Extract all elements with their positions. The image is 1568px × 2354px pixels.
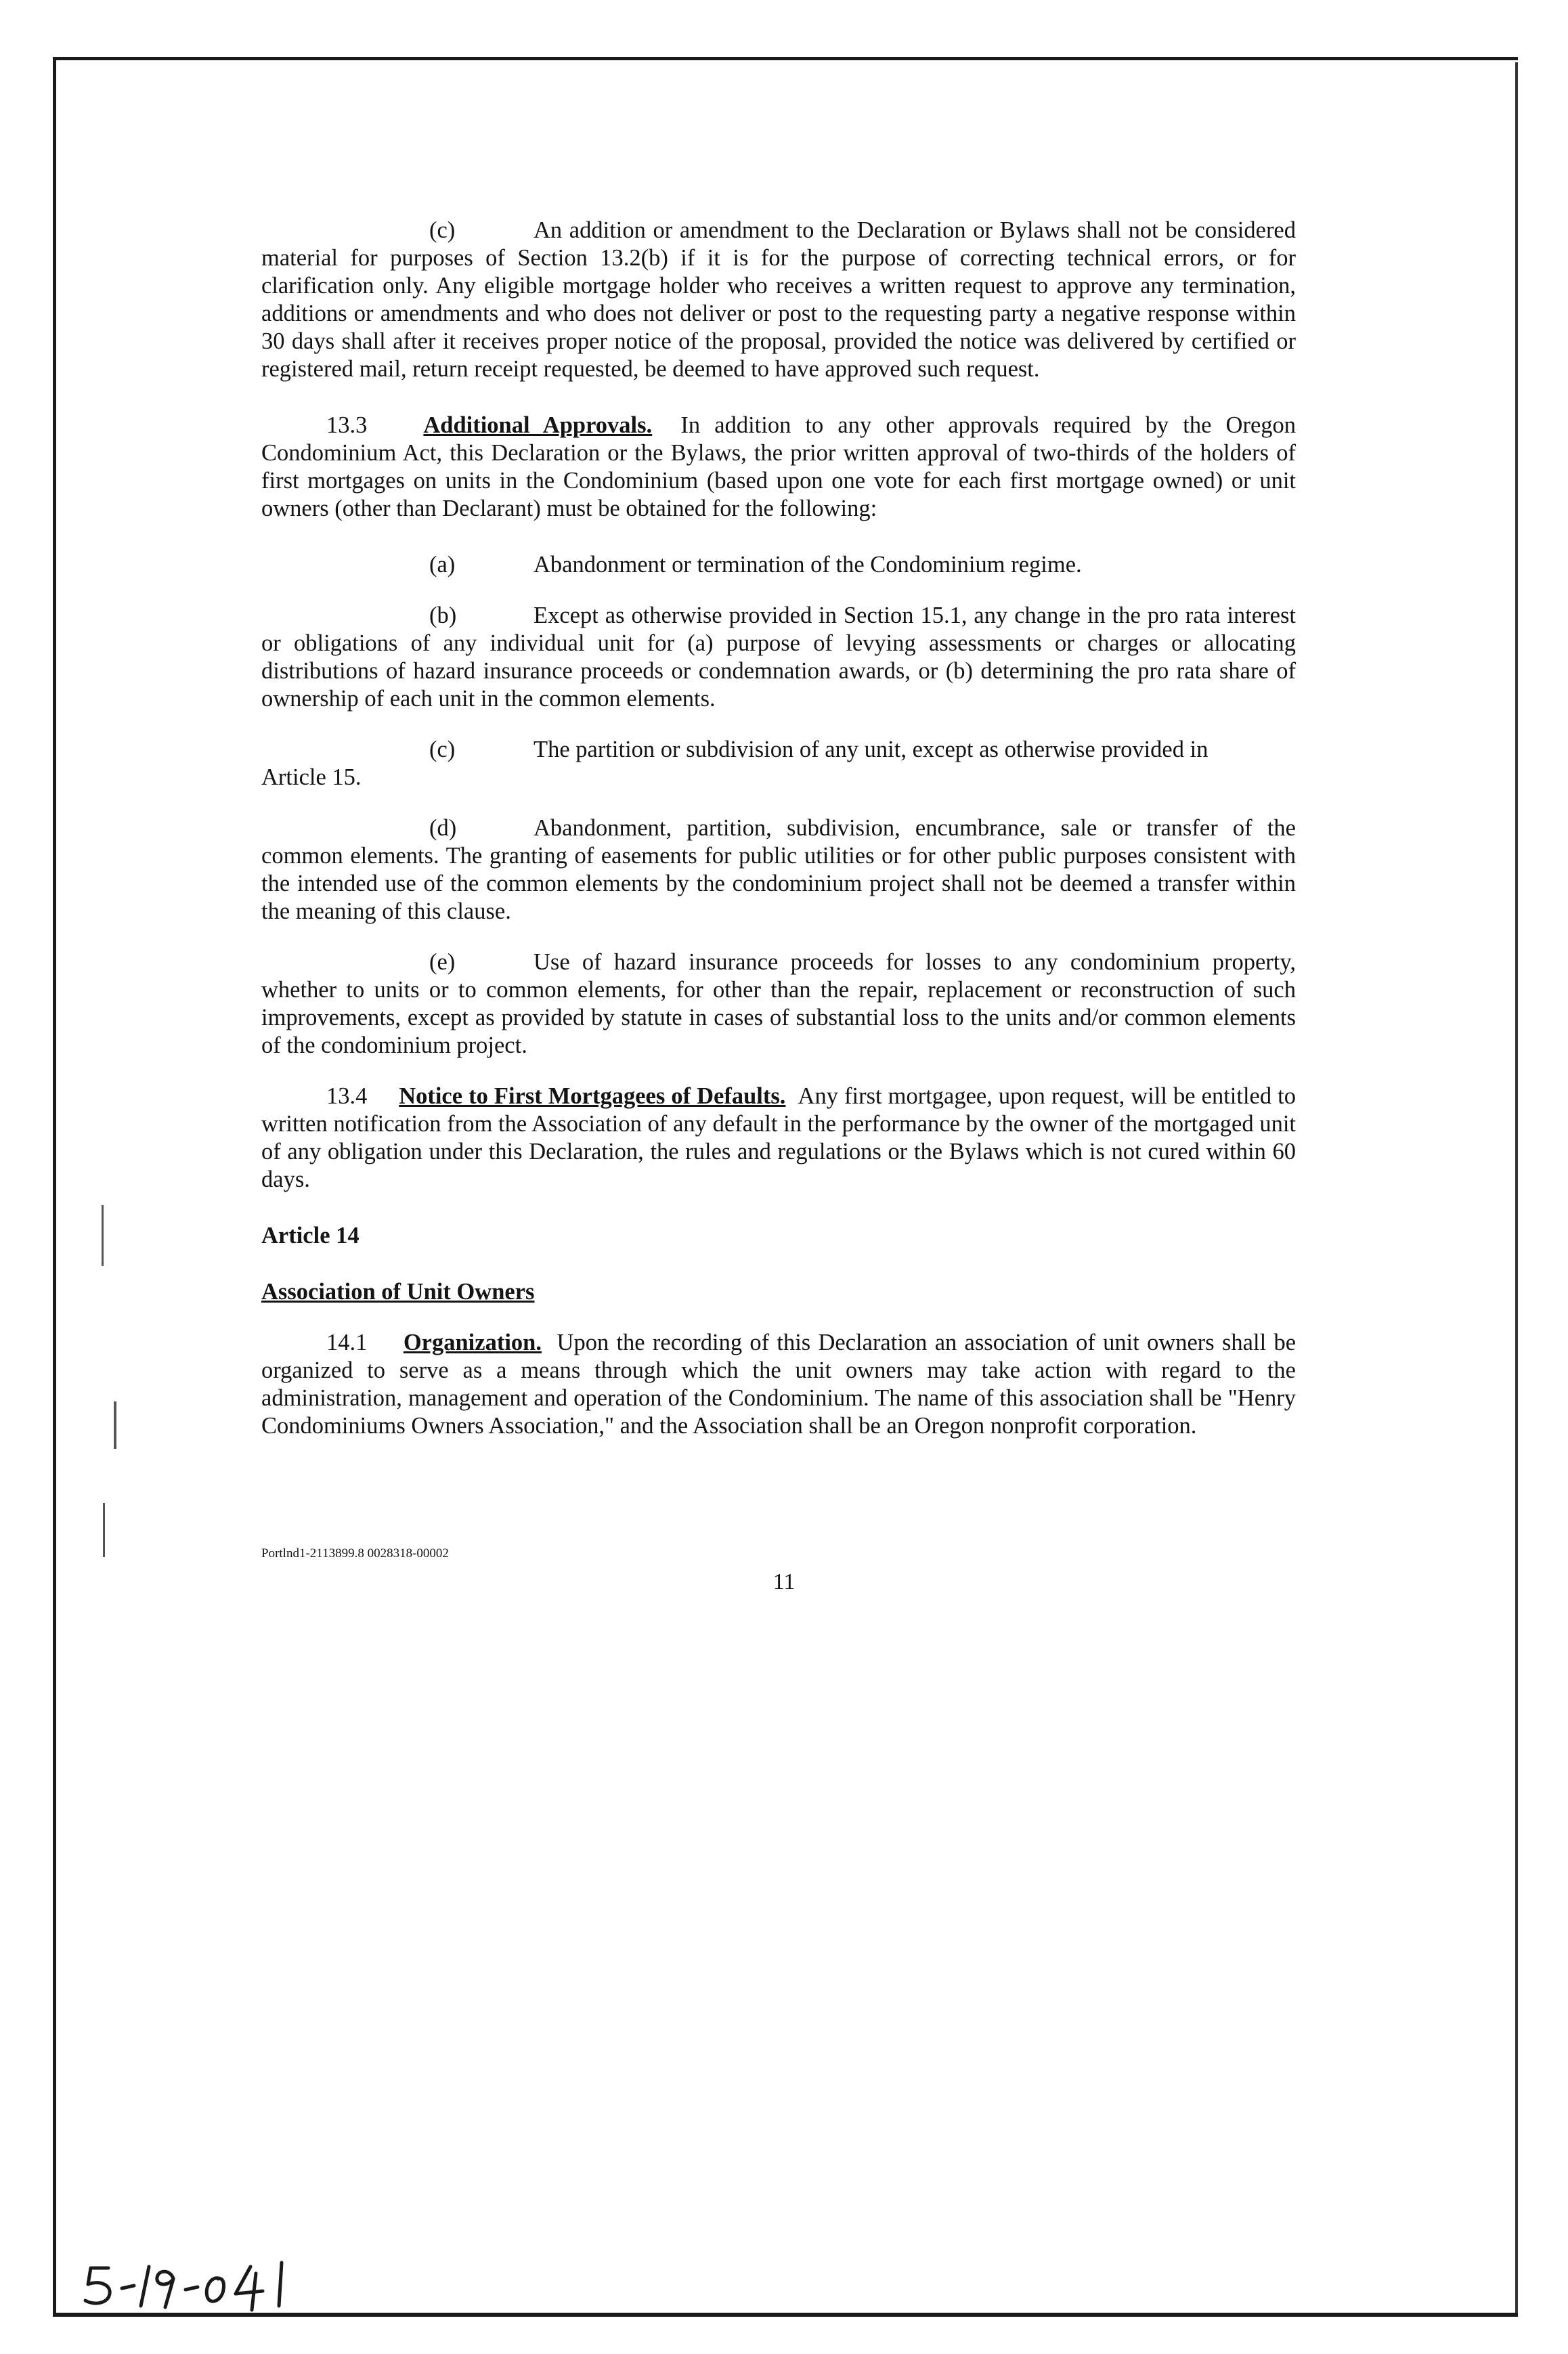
item-text: The partition or subdivision of any unit, except as otherwise provided in — [533, 737, 1208, 762]
section-text: In addition to any other approvals required by the Oregon Condominium Act, this Declaration or the Bylaws, the prior written approval of two-thirds of the holders of first mortgages on units in the Condominium (based upon one vote for each first mortgage owned) or unit owners (other than Declarant) must be obtained for the following: — [261, 412, 1297, 521]
item-label: (d) — [429, 815, 457, 841]
section-number: 13.3 — [326, 412, 368, 438]
section-heading: Notice to First Mortgagees of Defaults. — [399, 1083, 786, 1109]
item-text: Abandonment or termination of the Condominium regime. — [533, 552, 1082, 577]
section-14-1 — [261, 1329, 1296, 1440]
document-id: Portlnd1-2113899.8 0028318-00002 — [261, 1546, 449, 1561]
item-13-3-b — [261, 602, 1296, 713]
item-label: (c) — [429, 737, 456, 762]
scan-mark — [114, 1401, 116, 1449]
item-13-3-a — [261, 551, 1296, 579]
item-text-continuation: Article 15. — [261, 764, 362, 790]
item-label: (e) — [429, 949, 456, 975]
item-text: Except as otherwise provided in Section 15.1, any change in the pro rata interest or obligations of any individual unit for (a) purpose of levying assessments or charges or allocating distributions of hazard insurance proceeds or condemnation awards, or (b) determining the pro rata share of ownership of each unit in the common elements. — [261, 603, 1296, 712]
item-text: Abandonment, partition, subdivision, encumbrance, sale or transfer of the common elements. The granting of easements for public utilities or for other public purposes consistent with the intended use of the common elements by the condominium project shall not be deemed a transfer within the meaning of this clause. — [261, 815, 1296, 924]
page-border-top — [54, 57, 1518, 60]
item-label: (b) — [429, 603, 457, 628]
section-13-3 — [261, 412, 1296, 523]
section-number: 14.1 — [326, 1330, 368, 1355]
document-body — [261, 217, 1296, 1440]
page-border-right — [1515, 62, 1518, 2317]
section-number: 13.4 — [326, 1083, 368, 1109]
scan-mark — [103, 1503, 105, 1557]
item-text: Use of hazard insurance proceeds for losses to any condominium property, whether to units or to common elements, for other than the repair, replacement or reconstruction of such improvements, except as provided by statute in cases of substantial loss to the units and/or common elements of the condominium project. — [261, 949, 1296, 1058]
section-text: Upon the recording of this Declaration an association of unit owners shall be organized to serve as a means through which the unit owners may take action with regard to the administration, management and operation of the Condominium. The name of this association shall be "Henry Condominiums Owners Association," and the Association shall be an Oregon nonprofit corporation. — [261, 1330, 1297, 1439]
paragraph-c — [261, 217, 1296, 383]
item-label: (a) — [429, 552, 456, 577]
section-text: Any first mortgagee, upon request, will be entitled to written notification from the Association of any default in the performance by the owner of the mortgaged unit of any obligation under this Declaration, the rules and regulations or the Bylaws which is not cured within 60 days. — [261, 1083, 1296, 1192]
section-heading: Additional Approvals. — [423, 412, 653, 438]
paragraph-text: An addition or amendment to the Declaration or Bylaws shall not be considered material for purposes of Section 13.2(b) if it is for the purpose of correcting technical errors, or for clarification only. Any eligible mortgage holder who receives a written request to approve any termination, additions or amendments and who does not deliver or post to the requesting party a negative response within 30 days shall after it receives proper notice of the proposal, provided the notice was delivered by certified or registered mail, return receipt requested, be deemed to have approved such request. — [261, 217, 1296, 382]
item-13-3-c — [261, 736, 1296, 764]
page-border-bottom — [54, 2313, 1518, 2317]
section-heading: Organization. — [403, 1330, 542, 1355]
handwritten-date — [79, 2259, 309, 2313]
page-border-left — [53, 57, 56, 2317]
item-label: (c) — [429, 217, 456, 243]
item-13-3-c-continuation — [261, 764, 1296, 791]
item-13-3-e — [261, 949, 1296, 1060]
article-subtitle: Association of Unit Owners — [261, 1279, 535, 1305]
section-13-4 — [261, 1083, 1296, 1194]
page-number: 11 — [772, 1569, 796, 1594]
article-title: Article 14 — [261, 1223, 360, 1248]
item-13-3-d — [261, 814, 1296, 925]
scan-mark — [102, 1205, 104, 1266]
